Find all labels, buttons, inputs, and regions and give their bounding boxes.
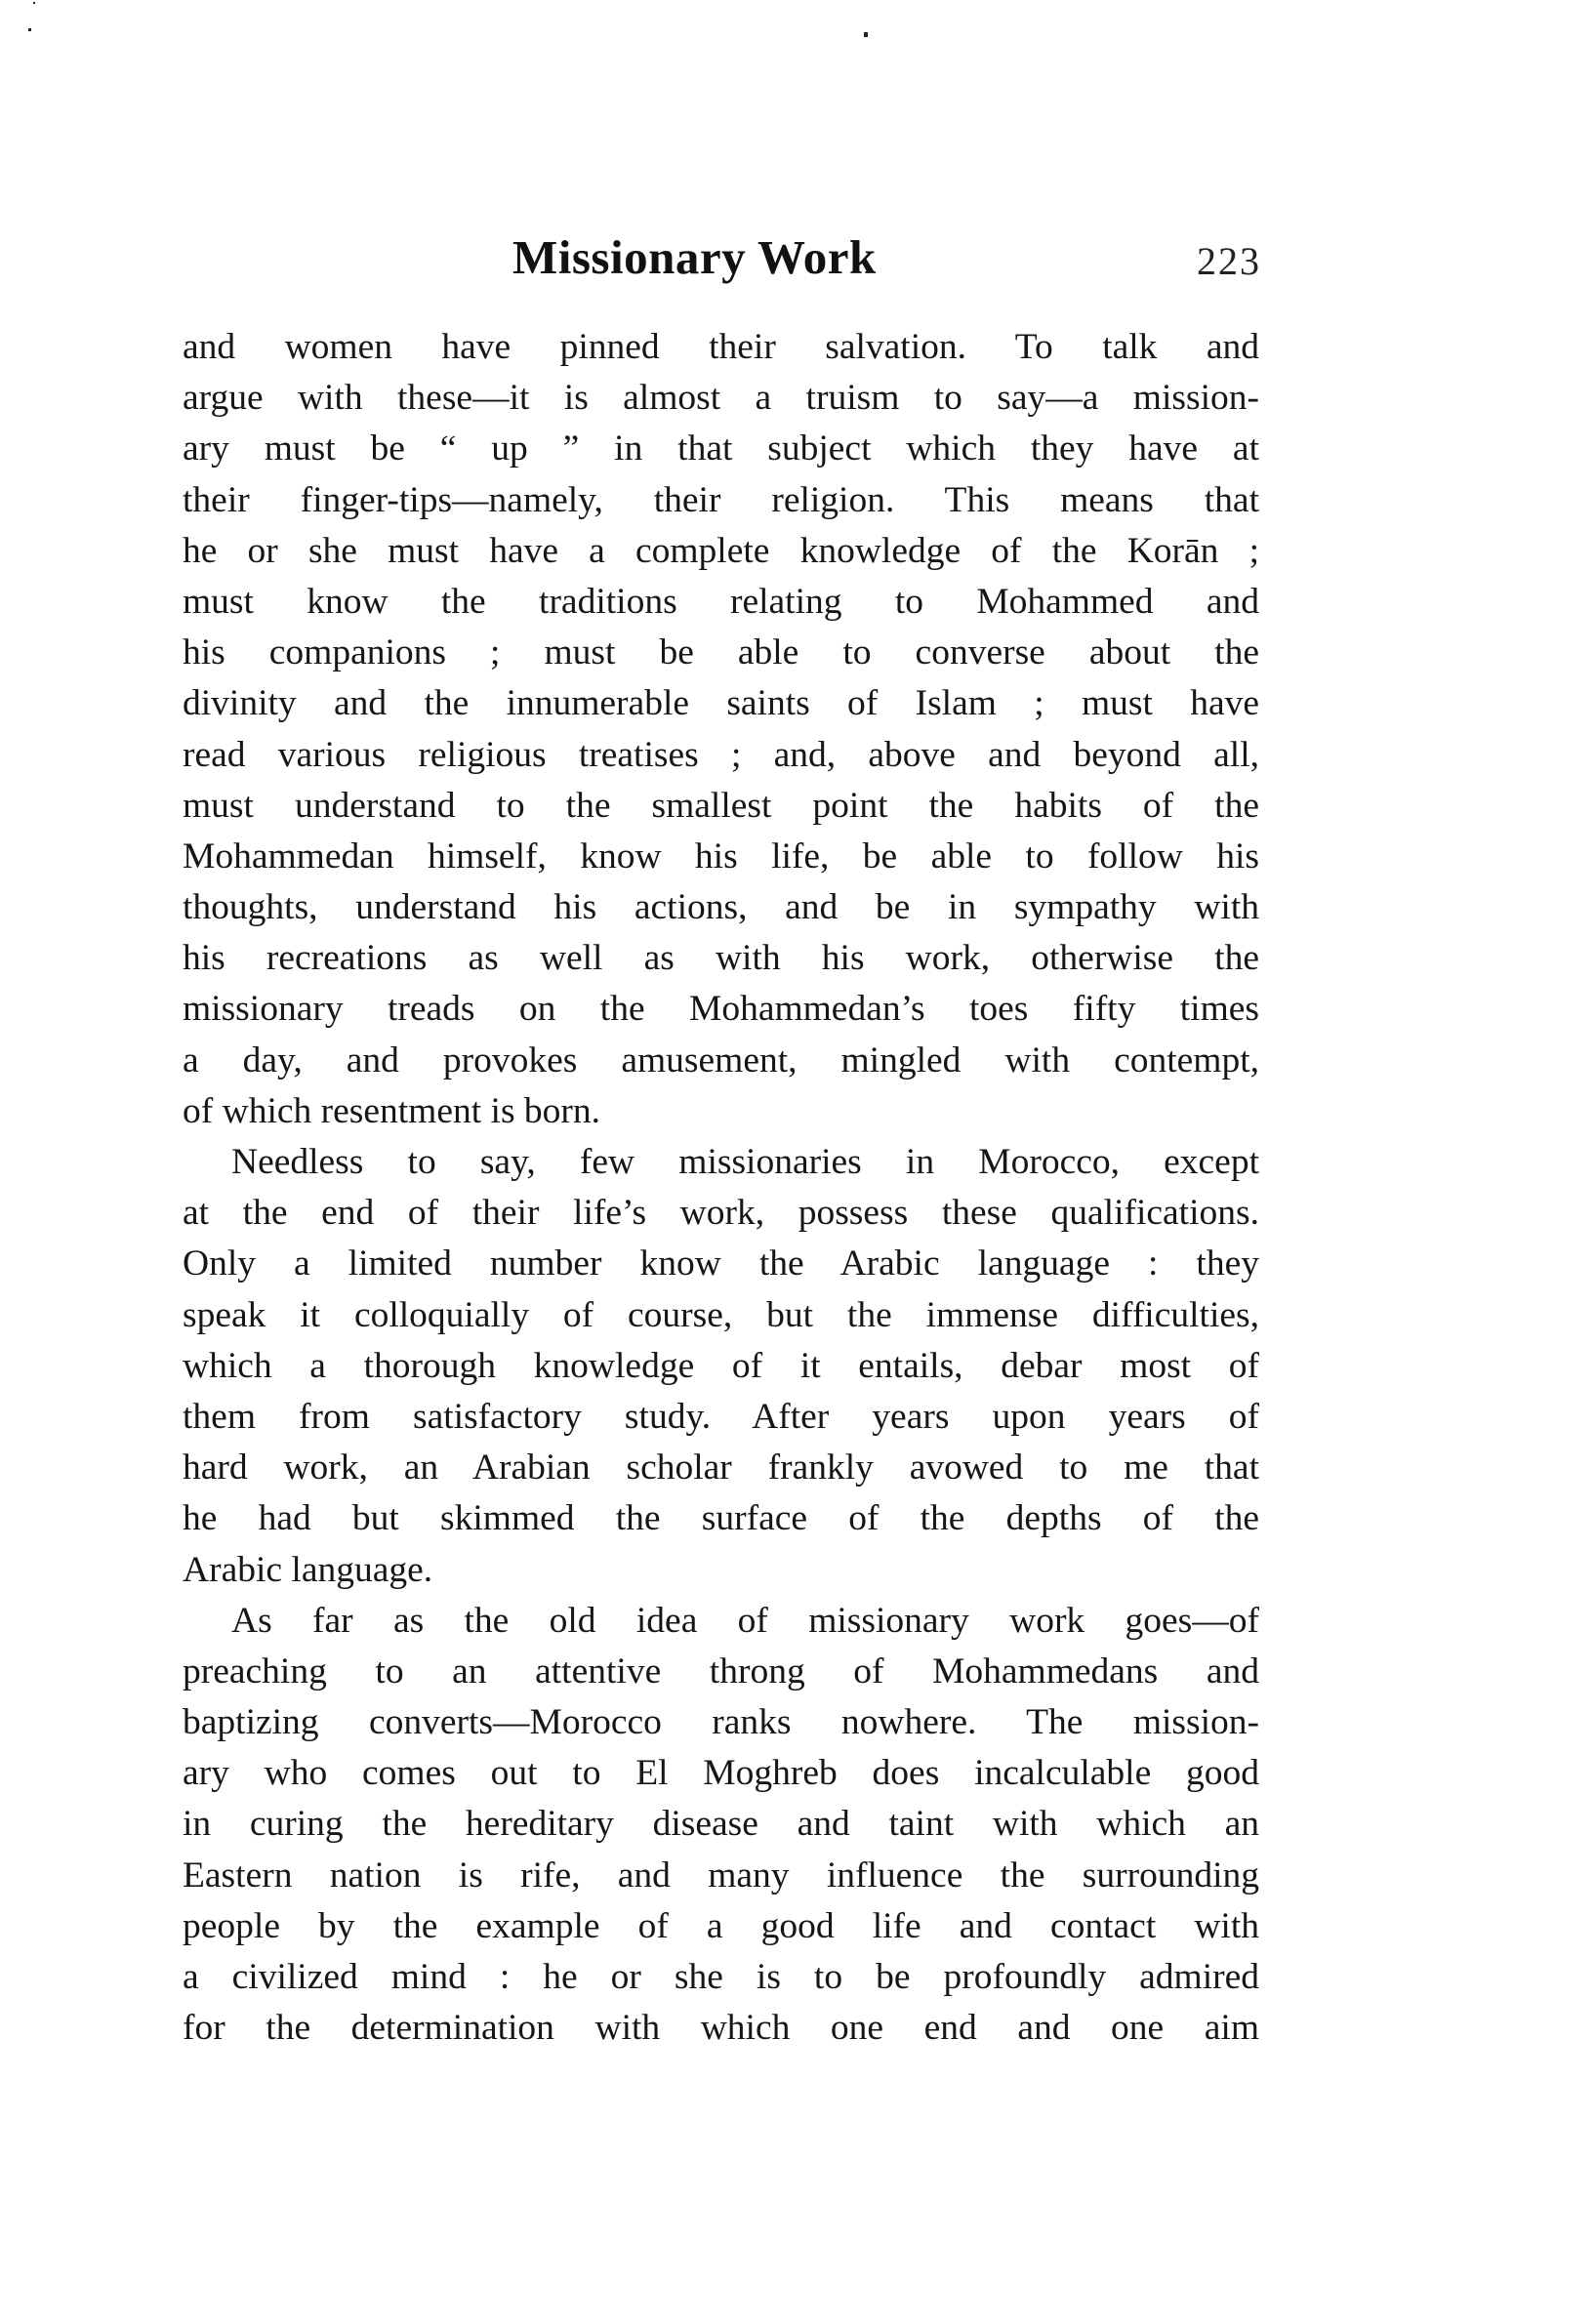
text-line: their finger-tips—namely, their religion. This means that [183, 479, 1259, 520]
text-line: ary who comes out to El Moghreb does incalculable good [183, 1753, 1259, 1794]
running-title: Missionary Work [512, 230, 877, 284]
text-line: he had but skimmed the surface of the depths of the [183, 1498, 1259, 1539]
paragraph-start-line: As far as the old idea of missionary work goes—of [231, 1600, 1259, 1641]
paragraph-start-line: Needless to say, few missionaries in Morocco, except [231, 1142, 1259, 1182]
body-text [183, 322, 1259, 2054]
text-line: missionary treads on the Mohammedan’s toes fifty times [183, 989, 1259, 1030]
text-line: in curing the hereditary disease and taint with which an [183, 1804, 1259, 1845]
text-line: speak it colloquially of course, but the immense difficulties, [183, 1294, 1259, 1335]
text-line: thoughts, understand his actions, and be in sympathy with [183, 887, 1259, 928]
text-line: preaching to an attentive throng of Mohammedans and [183, 1651, 1259, 1692]
text-line: a civilized mind : he or she is to be profoundly admired [183, 1957, 1259, 1997]
page-number: 223 [1197, 239, 1261, 283]
scan-speck [864, 32, 868, 37]
text-line: read various religious treatises ; and, above and beyond all, [183, 734, 1259, 775]
text-line: people by the example of a good life and contact with [183, 1905, 1259, 1946]
running-head [183, 223, 1259, 291]
text-line: hard work, an Arabian scholar frankly avowed to me that [183, 1447, 1259, 1488]
scan-speck [33, 2, 35, 4]
text-line: baptizing converts—Morocco ranks nowhere. The mission- [183, 1702, 1259, 1743]
text-line: a day, and provokes amusement, mingled with contempt, [183, 1040, 1259, 1080]
paragraph-end-line: Arabic language. [183, 1549, 433, 1590]
text-line: must know the traditions relating to Mohammed and [183, 581, 1259, 622]
text-line: divinity and the innumerable saints of Islam ; must have [183, 683, 1259, 724]
text-line: his recreations as well as with his work, otherwise the [183, 938, 1259, 979]
text-line: for the determination with which one end and one aim [183, 2008, 1259, 2049]
text-line: he or she must have a complete knowledge of the Korān ; [183, 530, 1259, 571]
scan-speck [28, 28, 31, 31]
text-line: them from satisfactory study. After years upon years of [183, 1396, 1259, 1437]
text-line: ary must be “ up ” in that subject which they have at [183, 428, 1259, 469]
text-line: Eastern nation is rife, and many influence the surrounding [183, 1855, 1259, 1896]
text-line: argue with these—it is almost a truism to say—a mission- [183, 378, 1259, 419]
text-line: Mohammedan himself, know his life, be able to follow his [183, 836, 1259, 877]
text-line: his companions ; must be able to converse about the [183, 632, 1259, 673]
text-line: and women have pinned their salvation. To talk and [183, 327, 1259, 367]
text-line: at the end of their life’s work, possess these qualifications. [183, 1193, 1259, 1234]
text-line: must understand to the smallest point the habits of the [183, 785, 1259, 826]
text-line: which a thorough knowledge of it entails, debar most of [183, 1345, 1259, 1386]
text-line: Only a limited number know the Arabic language : they [183, 1244, 1259, 1284]
paragraph-end-line: of which resentment is born. [183, 1090, 601, 1131]
